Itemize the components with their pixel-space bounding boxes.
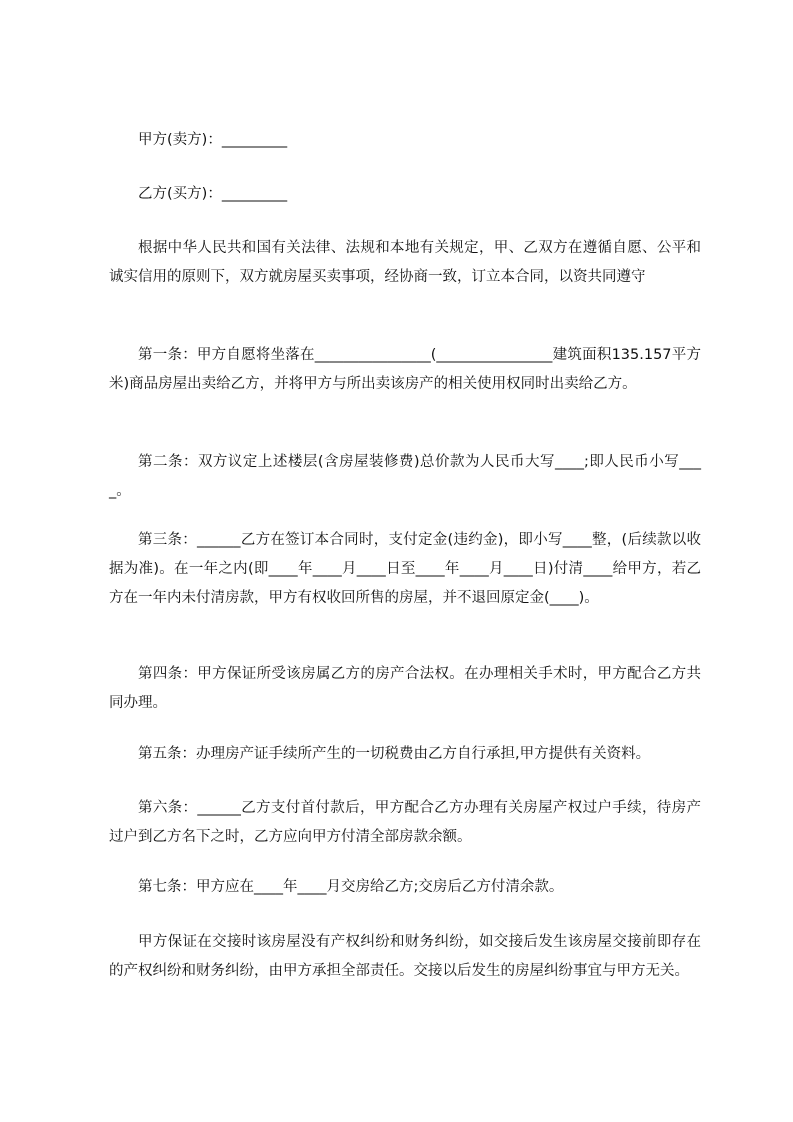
guarantee-paragraph: 甲方保证在交接时该房屋没有产权纠纷和财务纠纷，如交接后发生该房屋交接前即存在的产权纠纷和财务纠纷，由甲方承担全部责任。交接以后发生的房屋纠纷事宜与甲方无关。 (109, 934, 701, 979)
article-2-paragraph: 第二条：双方议定上述楼层(含房屋装修费)总价款为人民币大写____;即人民币小写____。 (109, 454, 701, 499)
article-4-paragraph: 第四条：甲方保证所受该房属乙方的房产合法权。在办理相关手术时，甲方配合乙方共同办理。 (109, 666, 701, 711)
article-6-paragraph: 第六条：______乙方支付首付款后，甲方配合乙方办理有关房屋产权过户手续，待房产过户到乙方名下之时，乙方应向甲方付清全部房款余额。 (109, 800, 701, 845)
article-1-paragraph: 第一条：甲方自愿将坐落在________________(________________建筑面积135.157平方米)商品房屋出卖给乙方，并将甲方与所出卖该房产的相关使用权同时出卖给乙方。 (109, 347, 701, 392)
party-b-line: 乙方(买方)：_________ (138, 186, 288, 202)
article-7-paragraph: 第七条：甲方应在____年____月交房给乙方;交房后乙方付清余款。 (138, 879, 564, 895)
preamble-paragraph: 根据中华人民共和国有关法律、法规和本地有关规定，甲、乙双方在遵循自愿、公平和诚实信用的原则下，双方就房屋买卖事项，经协商一致，订立本合同，以资共同遵守 (109, 240, 701, 285)
article-5-paragraph: 第五条：办理房产证手续所产生的一切税费由乙方自行承担,甲方提供有关资料。 (138, 746, 651, 762)
article-3-paragraph: 第三条：______乙方在签订本合同时，支付定金(违约金)，即小写____整，(后续款以收据为准)。在一年之内(即____年____月____日至____年____月____日)付清____给甲方，若乙方在一年内未付清房款，甲方有权收回所售的房屋，并不退回原定金(____)。 (109, 532, 701, 606)
party-a-line: 甲方(卖方)：_________ (138, 132, 288, 148)
